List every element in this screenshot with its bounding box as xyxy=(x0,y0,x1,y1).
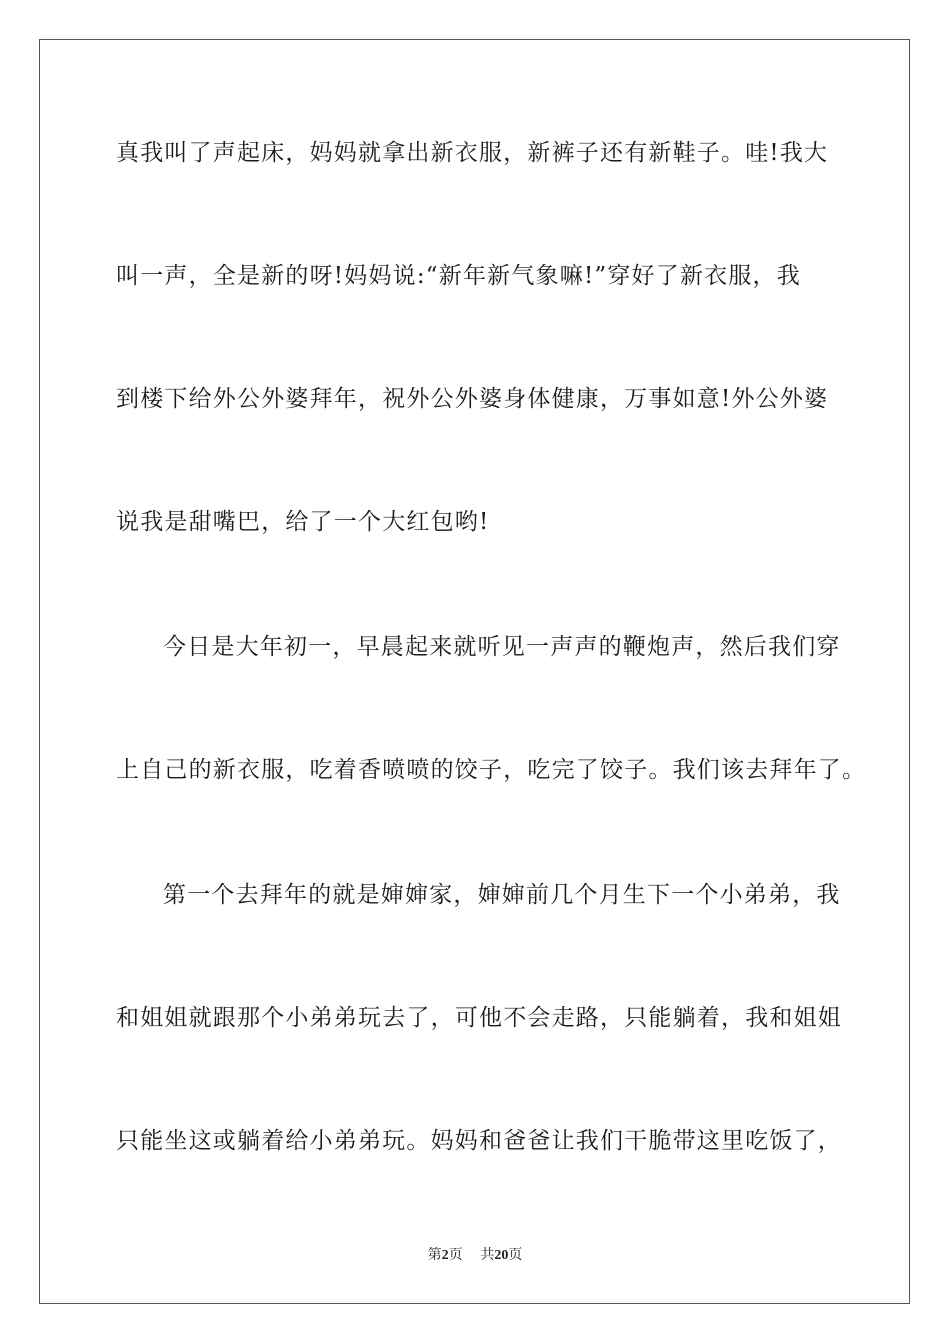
paragraph-2-line-2: 上自己的新衣服，吃着香喷喷的饺子，吃完了饺子。我们该去拜年了。 xyxy=(116,757,867,783)
text-line-3: 到楼下给外公外婆拜年，祝外公外婆身体健康，万事如意!外公外婆 xyxy=(116,386,829,412)
footer-total-pages: 20 xyxy=(494,1248,509,1263)
text-line-2: 叫一声，全是新的呀!妈妈说:“新年新气象嘛!”穿好了新衣服，我 xyxy=(116,263,801,289)
text-line-1: 真我叫了声起床，妈妈就拿出新衣服，新裤子还有新鞋子。哇!我大 xyxy=(116,140,829,166)
page-border xyxy=(39,39,910,1304)
footer-total-suffix: 页 xyxy=(508,1247,523,1263)
paragraph-3-line-1: 第一个去拜年的就是婶婶家，婶婶前几个月生下一个小弟弟，我 xyxy=(163,882,841,908)
page-footer xyxy=(0,1245,950,1266)
footer-total-prefix: 共 xyxy=(480,1247,495,1263)
paragraph-2-line-1: 今日是大年初一，早晨起来就听见一声声的鞭炮声，然后我们穿 xyxy=(163,634,841,660)
paragraph-3-line-3: 只能坐这或躺着给小弟弟玩。妈妈和爸爸让我们干脆带这里吃饭了， xyxy=(116,1128,842,1154)
text-line-4: 说我是甜嘴巴，给了一个大红包哟! xyxy=(116,509,490,535)
paragraph-3-line-2: 和姐姐就跟那个小弟弟玩去了，可他不会走路，只能躺着，我和姐姐 xyxy=(116,1005,842,1031)
footer-page-suffix: 页 xyxy=(448,1247,463,1263)
footer-page-number: 2 xyxy=(441,1248,449,1263)
footer-page-prefix: 第 xyxy=(427,1247,442,1263)
